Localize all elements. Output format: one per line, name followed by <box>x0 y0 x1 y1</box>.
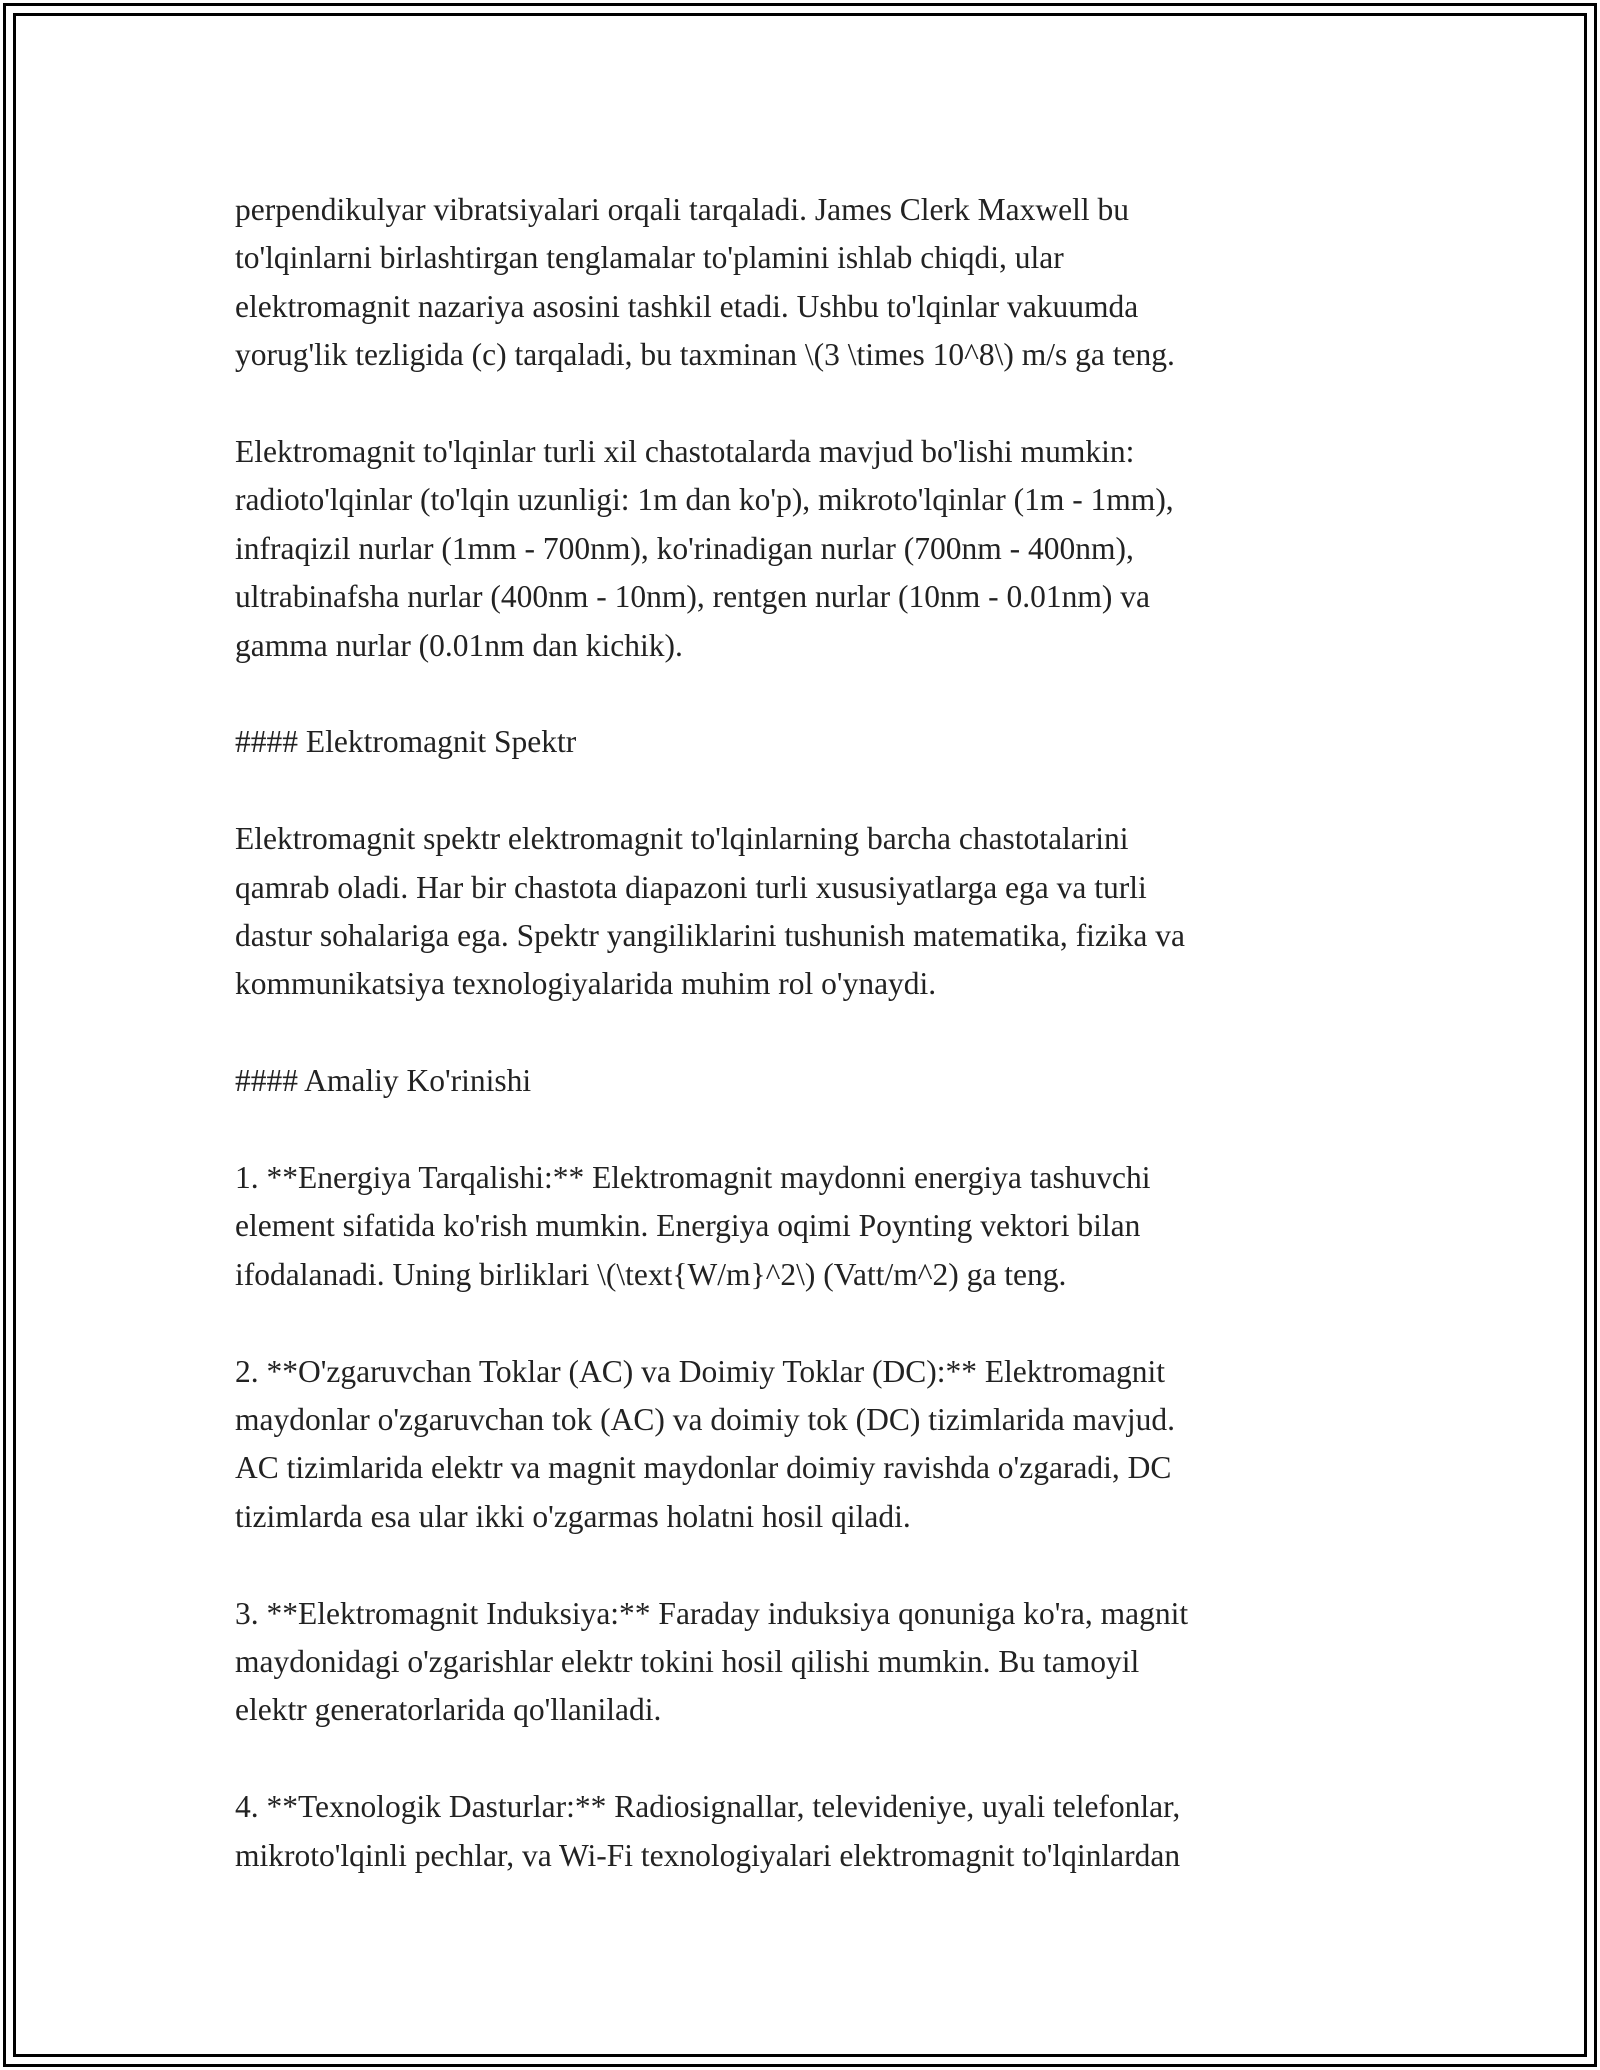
list-item-energy: 1. **Energiya Tarqalishi:** Elektromagnit maydonni energiya tashuvchi element sifatida ko'rish mumkin. Energiya oqimi Poynting vektori bilan ifodalanadi. Uning birliklari \(\text{W/m}^2\) (Vatt/m^2) ga teng. <box>235 1160 1151 1292</box>
paragraph-intro: perpendikulyar vibratsiyalari orqali tarqaladi. James Clerk Maxwell bu to'lqinlarni birlashtirgan tenglamalar to'plamini ishlab chiqdi, ular elektromagnit nazariya asosini tashkil etadi. Ushbu to'lqinlar vakuumda yorug'lik tezligida (c) tarqaladi, bu taxminan \(3 \times 10^8\) m/s ga teng. <box>235 192 1175 373</box>
list-item-technology: 4. **Texnologik Dasturlar:** Radiosignallar, televideniye, uyali telefonlar, mikroto'lqinli pechlar, va Wi-Fi texnologiyalari elektromagnit to'lqinlardan <box>235 1789 1181 1873</box>
list-item-induction: 3. **Elektromagnit Induksiya:** Faraday induksiya qonuniga ko'ra, magnit maydonidagi o'zgarishlar elektr tokini hosil qilishi mumkin. Bu tamoyil elektr generatorlarida qo'llaniladi. <box>235 1595 1189 1728</box>
document-body <box>235 186 1365 1880</box>
heading-practical: #### Amaliy Ko'rinishi <box>235 1063 532 1099</box>
paragraph-spectrum: Elektromagnit spektr elektromagnit to'lqinlarning barcha chastotalarini qamrab oladi. Har bir chastota diapazoni turli xususiyatlarga ega va turli dastur sohalariga ega. Spektr yangiliklarini tushunish matematika, fizika va kommunikatsiya texnologiyalarida muhim rol o'ynaydi. <box>235 821 1185 1002</box>
list-item-ac-dc: 2. **O'zgaruvchan Toklar (AC) va Doimiy Toklar (DC):** Elektromagnit maydonlar o'zgaruvchan tok (AC) va doimiy tok (DC) tizimlarida mavjud. AC tizimlarida elektr va magnit maydonlar doimiy ravishda o'zgaradi, DC tizimlarda esa ular ikki o'zgarmas holatni hosil qiladi. <box>235 1353 1175 1534</box>
heading-spectrum: #### Elektromagnit Spektr <box>235 724 577 760</box>
paragraph-frequency-ranges: Elektromagnit to'lqinlar turli xil chastotalarda mavjud bo'lishi mumkin: radioto'lqinlar (to'lqin uzunligi: 1m dan ko'p), mikroto'lqinlar (1m - 1mm), infraqizil nurlar (1mm - 700nm), ko'rinadigan nurlar (700nm - 400nm), ultrabinafsha nurlar (400nm - 10nm), rentgen nurlar (10nm - 0.01nm) va gamma nurlar (0.01nm dan kichik). <box>235 434 1174 663</box>
